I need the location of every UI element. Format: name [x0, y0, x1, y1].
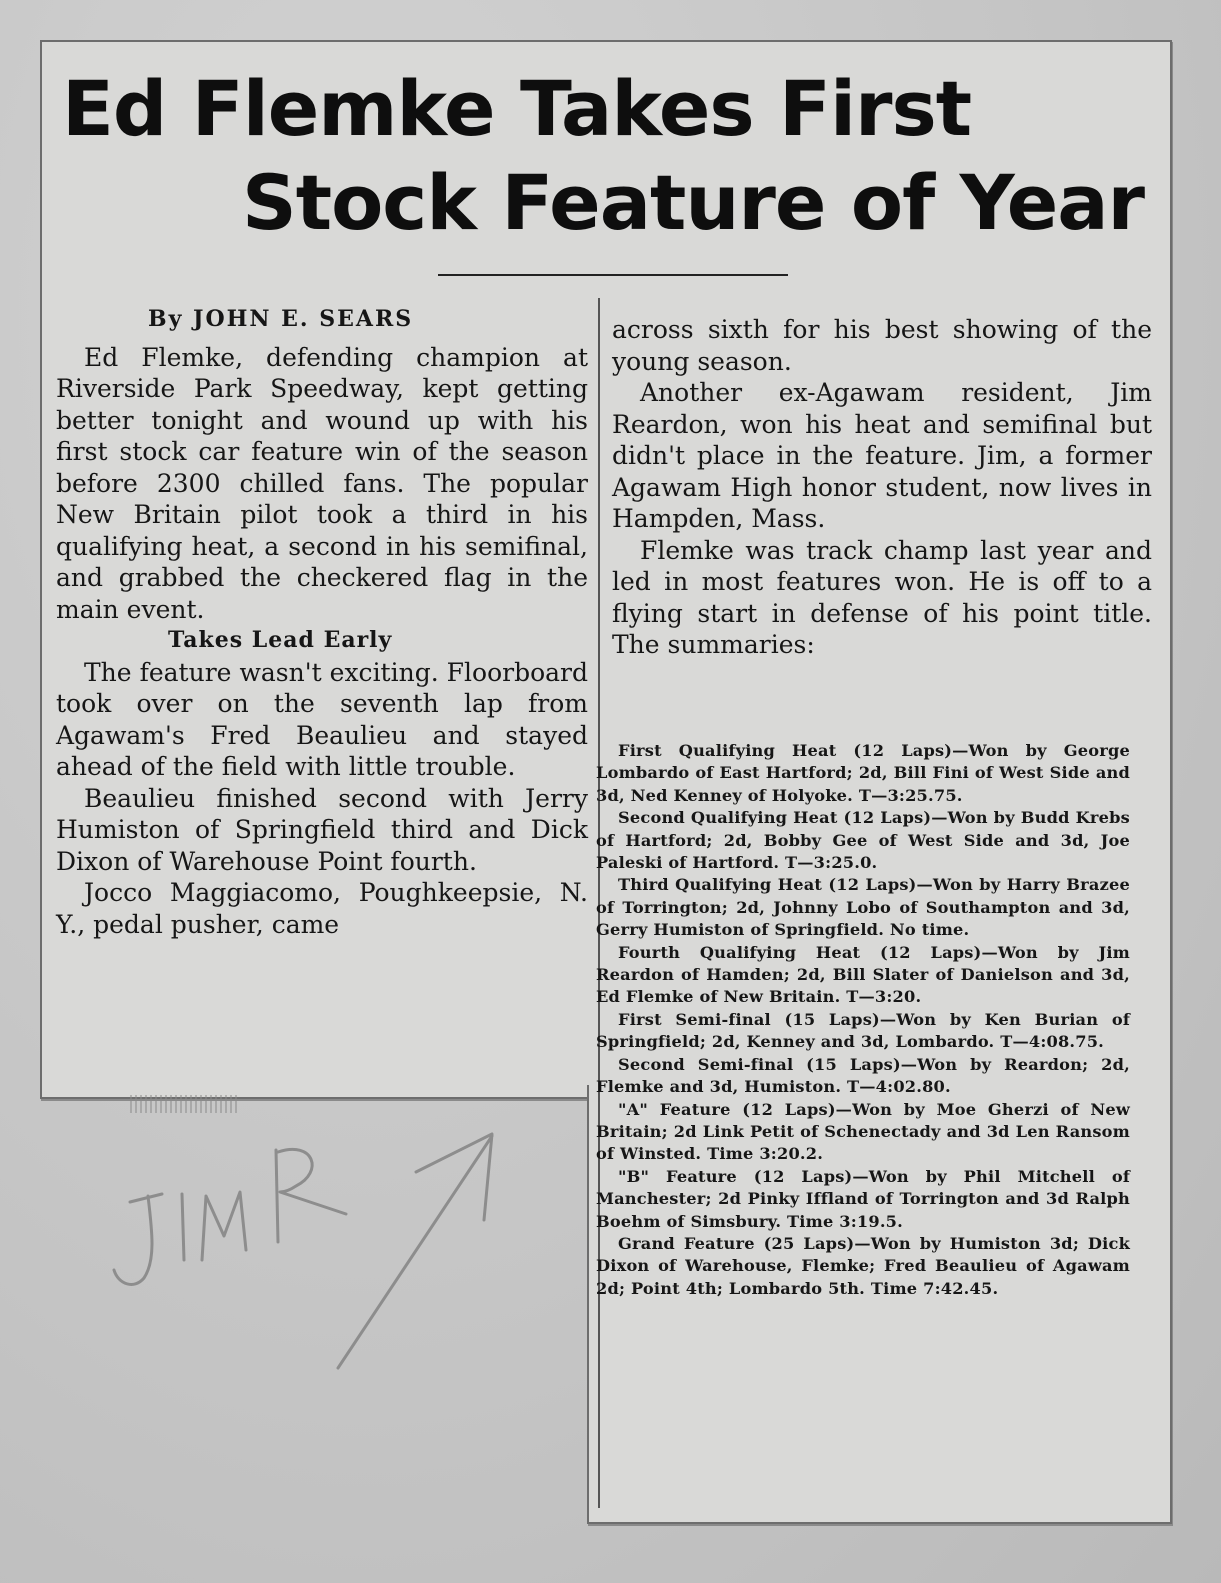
summary-entry: Fourth Qualifying Heat (12 Laps)—Won by Jim Reardon of Hamden; 2d, Bill Slater of Danielson and 3d, Ed Flemke of New Britain. T—3:20. [596, 942, 1130, 1007]
pencil-arrow-icon [338, 1134, 492, 1368]
article-paragraph: Jocco Maggiacomo, Poughkeepsie, N. Y., pedal pusher, came [56, 878, 588, 939]
headline [62, 62, 1162, 250]
byline: By JOHN E. SEARS [148, 306, 414, 332]
headline-rule [438, 274, 788, 276]
summary-entry: Third Qualifying Heat (12 Laps)—Won by Harry Brazee of Torrington; 2d, Johnny Lobo of Southampton and 3d, Gerry Humiston of Springfield. No time. [596, 875, 1130, 940]
pencil-letter-j [114, 1194, 162, 1284]
article-column-left [56, 304, 588, 940]
article-paragraph: Beaulieu finished second with Jerry Humiston of Springfield third and Dick Dixon of Warehouse Point fourth. [56, 783, 588, 876]
summary-entry: "B" Feature (12 Laps)—Won by Phil Mitchell of Manchester; 2d Pinky Iffland of Torrington and 3d Ralph Boehm of Simsbury. Time 3:19.5. [596, 1166, 1130, 1231]
pencil-letter-i [182, 1194, 184, 1260]
summary-entry: First Semi-final (15 Laps)—Won by Ken Burian of Springfield; 2d, Kenney and 3d, Lombardo. T—4:08.75. [596, 1009, 1130, 1052]
summary-entry: First Qualifying Heat (12 Laps)—Won by George Lombardo of East Hartford; 2d, Bill Fini of West Side and 3d, Ned Kenney of Holyoke. T—3:25.75. [596, 741, 1130, 805]
article-paragraph: Another ex-Agawam resident, Jim Reardon, won his heat and semifinal but didn't place in the feature. Jim, a former Agawam High honor student, now lives in Hampden, Mass. [612, 378, 1152, 533]
article-paragraph: Flemke was track champ last year and led in most features won. He is off to a flying start in defense of his point title. The summaries: [612, 535, 1152, 659]
pencil-letter-m [202, 1192, 246, 1260]
headline-line-2: Stock Feature of Year [242, 158, 1145, 247]
headline-line-1: Ed Flemke Takes First [62, 64, 972, 153]
summary-entry: Grand Feature (25 Laps)—Won by Humiston 3d; Dick Dixon of Warehouse, Flemke; Fred Beaulieu of Agawam 2d; Point 4th; Lombardo 5th. Time 7:42.45. [596, 1233, 1130, 1298]
article-paragraph: Ed Flemke, defending champion at Riverside Park Speedway, kept getting better tonight and wound up with his first stock car feature win of the season before 2300 chilled fans. The popular New Britain pilot took a third in his qualifying heat, a second in his semifinal, and grabbed the checkered flag in the main event. [56, 342, 588, 624]
race-summaries [596, 740, 1130, 1300]
subheading: Takes Lead Early [168, 627, 393, 653]
article-column-right [612, 314, 1152, 661]
pencil-annotation [100, 1110, 520, 1390]
pencil-letter-r [276, 1149, 346, 1242]
article-paragraph: across sixth for his best showing of the young season. [612, 315, 1152, 376]
summary-entry: "A" Feature (12 Laps)—Won by Moe Gherzi of New Britain; 2d Link Petit of Schenectady and 3d Len Ransom of Winsted. Time 3:20.2. [596, 1099, 1130, 1164]
article-paragraph: The feature wasn't exciting. Floorboard took over on the seventh lap from Agawam's Fred Beaulieu and stayed ahead of the field with little trouble. [56, 657, 588, 781]
summary-entry: Second Semi-final (15 Laps)—Won by Reardon; 2d, Flemke and 3d, Humiston. T—4:02.80. [596, 1054, 1130, 1097]
summary-entry: Second Qualifying Heat (12 Laps)—Won by Budd Krebs of Hartford; 2d, Bobby Gee of West Side and 3d, Joe Paleski of Hartford. T—3:25.0. [596, 808, 1130, 873]
